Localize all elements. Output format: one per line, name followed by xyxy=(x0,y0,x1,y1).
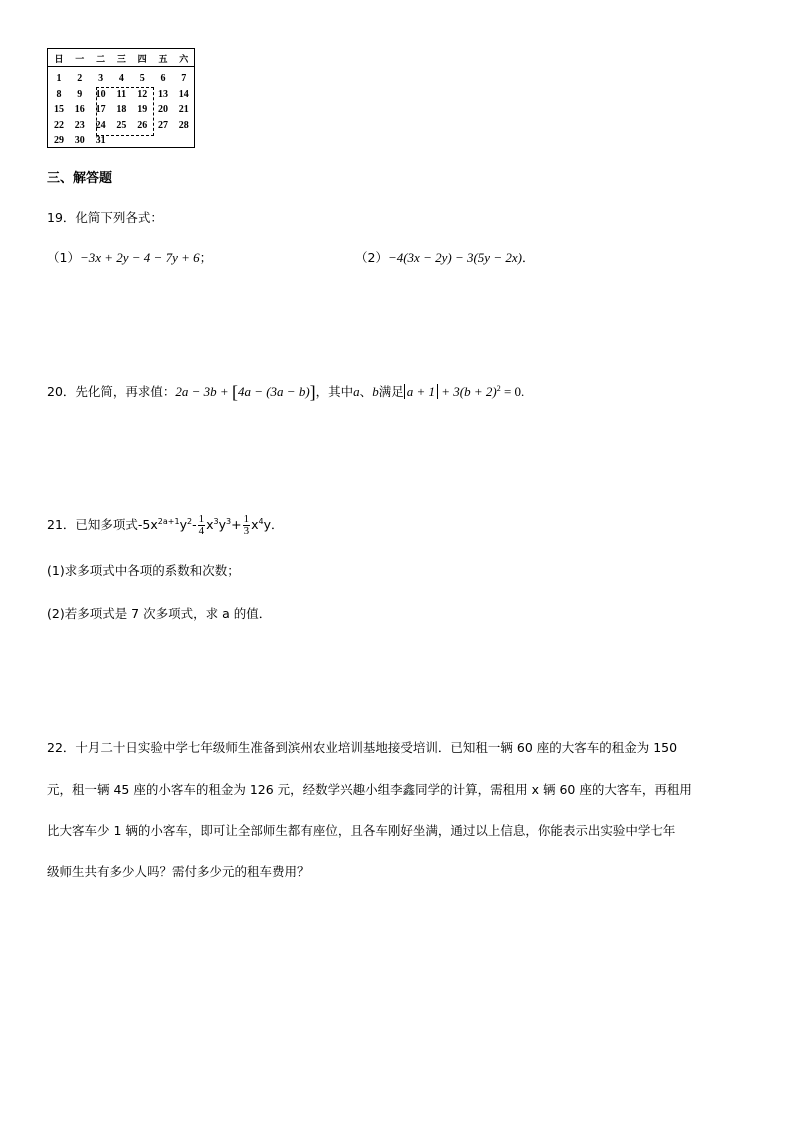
calendar-day-cell: 26 xyxy=(137,119,148,131)
q21-sup3: 3 xyxy=(213,516,219,526)
calendar-day-cell: 4 xyxy=(118,73,124,84)
calendar-day-cell: 22 xyxy=(54,119,64,131)
calendar-day-cell: 5 xyxy=(139,73,145,84)
calendar-day-cell: 21 xyxy=(178,104,189,115)
q22-line3: 比大客车少 1 辆的小客车，即可让全部师生都有座位，且各车刚好坐满，通过以上信息，你能表示出实验中学七年 xyxy=(47,823,676,838)
calendar-header-cell: 三 xyxy=(116,55,126,65)
calendar-day-cell: 19 xyxy=(137,104,148,115)
q21-frac2-num: 1 xyxy=(243,513,250,525)
q20-expr-b: 4a − (3a − b) xyxy=(237,384,310,399)
calendar-day-cell: 8 xyxy=(56,88,62,100)
q21-plus: + xyxy=(231,517,242,532)
q22-line2: 元，租一辆 45 座的小客车的租金为 126 元，经数学兴趣小组李鑫同学的计算，需租用 x 辆 60 座的大客车，再租用 xyxy=(47,782,692,797)
calendar-day-cell: 1 xyxy=(56,73,62,84)
q21-part1: (1)求多项式中各项的系数和次数； xyxy=(47,563,240,578)
calendar-day-cell: 2 xyxy=(77,73,83,84)
q19-part1-expr: −3x + 2y − 4 − 7y + 6 xyxy=(79,250,200,265)
q21-sup2: 2 xyxy=(186,516,193,526)
calendar-day-cell: 24 xyxy=(95,119,106,131)
q20-sep: 、 xyxy=(359,384,373,399)
q19-part2-expr: −4(3x − 2y) − 3(5y − 2x) xyxy=(387,250,522,265)
q19-part2-label: （2） xyxy=(355,250,388,265)
q21-line xyxy=(47,514,284,537)
q21-sup5: 4 xyxy=(258,516,264,526)
q20-cond-abs: a + 1 xyxy=(404,384,438,399)
calendar-header-cell: 五 xyxy=(158,55,168,65)
q19-part2 xyxy=(355,248,534,266)
calendar-day-cell: 23 xyxy=(74,119,85,131)
section-title: 三、解答题 xyxy=(47,171,113,186)
calendar-header-cell: 一 xyxy=(75,55,85,65)
q19-part2-end: ． xyxy=(521,250,535,265)
q20-expr-a: 2a − 3b + xyxy=(175,384,232,399)
calendar-day-cell: 16 xyxy=(74,104,85,115)
q20-cond-sup: 2 xyxy=(496,383,501,393)
calendar-day-cell: 10 xyxy=(95,88,106,100)
q22-line4: 级师生共有多少人吗？需付多少元的租车费用？ xyxy=(47,864,310,879)
q21-frac1 xyxy=(198,514,206,537)
calendar-day-cell: 14 xyxy=(178,88,189,100)
q21-frac1-den: 4 xyxy=(198,525,205,537)
q19-stem: 19．化简下列各式： xyxy=(47,210,163,225)
q21-frac2-den: 3 xyxy=(243,525,250,537)
q20-line xyxy=(47,382,524,403)
calendar-day-cell: 15 xyxy=(54,104,64,115)
q20-cond-rest: + 3(b + 2) xyxy=(437,384,497,399)
calendar-day-cell: 29 xyxy=(54,135,64,146)
calendar-day-cell: 17 xyxy=(95,104,106,115)
q21-mid1: y xyxy=(179,517,187,532)
calendar-day-cell: 25 xyxy=(116,119,127,131)
calendar-header-cell: 六 xyxy=(179,55,189,65)
q21-term2: x xyxy=(206,517,214,532)
q20-open-bracket: [ xyxy=(231,382,238,402)
calendar-day-cell: 31 xyxy=(95,135,106,146)
q20-mid: ，其中 xyxy=(315,384,354,399)
q22-line1: 22．十月二十日实验中学七年级师生准备到滨州农业培训基地接受培训．已知租一辆 60 座的大客车的租金为 150 xyxy=(47,740,678,755)
calendar-day-cell: 6 xyxy=(160,73,166,84)
calendar-day-cell: 20 xyxy=(158,104,168,115)
q21-prefix: 21．已知多项式-5x xyxy=(47,517,158,532)
q21-frac1-num: 1 xyxy=(198,513,205,525)
q20-prefix: 20．先化简，再求值： xyxy=(47,384,176,399)
calendar-day-cell: 18 xyxy=(116,104,127,115)
calendar-day-cell: 3 xyxy=(98,73,104,84)
calendar-header-cell: 四 xyxy=(137,55,147,65)
calendar-day-cell: 30 xyxy=(74,135,85,146)
q21-end: ． xyxy=(270,517,284,532)
q19-part1-label: （1） xyxy=(47,250,80,265)
q20-close-bracket: ] xyxy=(309,382,316,402)
q21-term3: x xyxy=(251,517,259,532)
calendar-day-cell: 9 xyxy=(77,88,83,100)
calendar-day-cell: 27 xyxy=(158,119,168,131)
q19-part1 xyxy=(47,248,212,266)
q21-sup4: 3 xyxy=(226,516,232,526)
q21-frac2 xyxy=(243,514,251,537)
calendar-day-cell: 13 xyxy=(158,88,168,100)
q20-var-b: b xyxy=(372,384,379,399)
q21-sup1: 2a+1 xyxy=(157,516,180,526)
calendar-day-cell: 12 xyxy=(137,88,148,100)
q21-term2b: y xyxy=(218,517,226,532)
q20-cond-end: = 0. xyxy=(500,384,525,399)
q21-part2: (2)若多项式是 7 次多项式，求 a 的值． xyxy=(47,606,272,621)
calendar-day-cell: 11 xyxy=(116,88,127,100)
calendar-header-cell: 日 xyxy=(54,55,64,65)
q20-cond-label: 满足 xyxy=(378,384,404,399)
calendar-day-cell: 28 xyxy=(178,119,189,131)
q20-var-a: a xyxy=(353,384,360,399)
calendar-table xyxy=(47,48,195,148)
q21-term3b: y xyxy=(263,517,271,532)
q21-minus: - xyxy=(192,517,197,532)
calendar-day-cell: 7 xyxy=(181,73,187,84)
q19-part1-end: ； xyxy=(199,250,213,265)
calendar-header-cell: 二 xyxy=(96,55,106,65)
